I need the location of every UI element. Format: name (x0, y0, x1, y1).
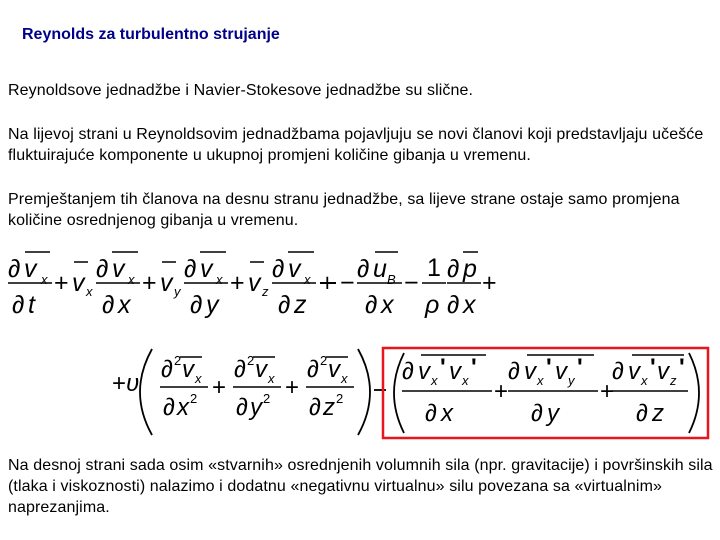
svg-text:∂: ∂ (163, 394, 175, 421)
svg-text:∂: ∂ (8, 255, 21, 283)
svg-text:∂: ∂ (357, 255, 370, 283)
svg-text:x: x (118, 291, 131, 319)
paragraph-3: Premještanjem tih članova na desnu stranu jednadžbe, sa lijeve strane ostaje samo promjena količine osrednjenog gibanja u vremenu. (8, 191, 680, 229)
svg-text:∂: ∂ (278, 291, 291, 319)
svg-text:x: x (537, 373, 544, 388)
svg-text:v: v (524, 358, 536, 385)
svg-text:v: v (449, 358, 461, 385)
svg-text:v: v (248, 269, 261, 297)
svg-text:2: 2 (336, 391, 344, 406)
term-vz-dvx-dz (248, 252, 316, 319)
svg-text:+: + (600, 378, 615, 405)
svg-text:t: t (28, 291, 35, 319)
svg-text:ρ: ρ (425, 291, 440, 319)
svg-text:z: z (323, 394, 335, 421)
svg-text:y: y (547, 400, 559, 427)
svg-text:2: 2 (247, 353, 255, 368)
svg-text:x: x (41, 272, 48, 287)
svg-text:∂: ∂ (96, 255, 109, 283)
svg-text:x: x (463, 291, 476, 319)
svg-text:': ' (546, 354, 552, 381)
svg-text:x: x (216, 272, 223, 287)
svg-text:x: x (462, 373, 469, 388)
svg-text:x: x (341, 371, 348, 386)
svg-text:v: v (72, 269, 85, 297)
svg-text:y: y (250, 394, 262, 421)
svg-text:': ' (471, 354, 477, 381)
svg-text:u: u (373, 255, 387, 283)
equation-line-1 (0, 246, 720, 326)
svg-text:x: x (86, 284, 93, 299)
svg-text:υ: υ (126, 370, 140, 397)
term-dp-dx (447, 252, 481, 319)
svg-text:B: B (387, 272, 396, 287)
svg-text:∂: ∂ (447, 255, 460, 283)
svg-text:∂: ∂ (161, 356, 173, 383)
svg-text:x: x (268, 371, 275, 386)
svg-text:∂: ∂ (307, 356, 319, 383)
equation-line-2 (0, 343, 720, 441)
svg-text:v: v (200, 255, 213, 283)
svg-text:v: v (418, 358, 430, 385)
svg-text:+: + (320, 269, 335, 297)
svg-text:v: v (628, 358, 640, 385)
svg-text:v: v (112, 255, 125, 283)
svg-text:1: 1 (427, 254, 441, 282)
term-dvx-dt (8, 252, 52, 319)
svg-text:z: z (670, 373, 677, 388)
svg-text:∂: ∂ (272, 255, 285, 283)
svg-text:v: v (24, 255, 37, 283)
svg-text:': ' (577, 354, 583, 381)
svg-text:y: y (206, 291, 219, 319)
paragraph-2: Na lijevoj strani u Reynoldsovim jednadžbama pojavljuju se novi članovi koji predstavljaju učešće fluktuirajuće komponente u ukupnoj promjeni količine gibanja u vremenu. (8, 126, 704, 164)
svg-text:∂: ∂ (612, 358, 624, 385)
svg-text:2: 2 (190, 391, 198, 406)
term-vy-dvx-dy (160, 252, 228, 319)
svg-text:v: v (182, 356, 194, 383)
paragraph-4: Na desnoj strani sada osim «stvarnih» osrednjenih volumnih sila (npr. gravitacije) i površinskih sila (tlaka i viskoznosti) nalazimo i dodatnu «negativnu virtualnu» silu povezana sa «virtualnim» naprezanjima. (8, 457, 713, 516)
term-vx-dvx-dx (72, 252, 140, 319)
svg-text:∂: ∂ (309, 394, 321, 421)
svg-text:x: x (177, 394, 189, 421)
svg-text:+: + (285, 374, 300, 401)
svg-text:+: + (112, 370, 127, 397)
svg-text:v: v (555, 358, 567, 385)
slide-title: Reynolds za turbulentno strujanje (22, 26, 280, 43)
svg-text:v: v (657, 358, 669, 385)
svg-text:x: x (641, 373, 648, 388)
term-dvxvz-dz (612, 354, 688, 427)
term-duB-dx (357, 252, 402, 319)
svg-text:v: v (288, 255, 301, 283)
svg-text:y: y (174, 284, 181, 299)
svg-text:v: v (328, 356, 340, 383)
svg-text:+: + (482, 269, 497, 297)
svg-text:∂: ∂ (12, 291, 25, 319)
svg-text:z: z (652, 400, 664, 427)
svg-text:∂: ∂ (447, 291, 460, 319)
term-d2vx-dz2 (306, 353, 354, 421)
svg-text:+: + (212, 374, 227, 401)
svg-text:x: x (128, 272, 135, 287)
paragraph-1: Reynoldsove jednadžbe i Navier-Stokesove jednadžbe su slične. (8, 82, 474, 99)
svg-text:x: x (441, 400, 453, 427)
svg-text:∂: ∂ (236, 394, 248, 421)
svg-text:x: x (195, 371, 202, 386)
svg-text:∂: ∂ (184, 255, 197, 283)
svg-text:∂: ∂ (102, 291, 115, 319)
svg-text:x: x (381, 291, 394, 319)
svg-text:z: z (294, 291, 307, 319)
svg-text:+: + (54, 269, 69, 297)
svg-text:+: + (494, 378, 509, 405)
svg-text:': ' (679, 354, 685, 381)
svg-text:∂: ∂ (365, 291, 378, 319)
term-d2vx-dx2 (160, 353, 208, 421)
term-one-over-rho (422, 254, 446, 319)
svg-text:v: v (160, 269, 173, 297)
svg-text:∂: ∂ (508, 358, 520, 385)
svg-text:y: y (568, 373, 575, 388)
svg-text:2: 2 (320, 353, 328, 368)
term-dvxvx-dx (402, 354, 492, 427)
svg-text:∂: ∂ (190, 291, 203, 319)
svg-text:−: − (340, 269, 355, 297)
svg-text:v: v (255, 356, 267, 383)
svg-text:x: x (304, 272, 311, 287)
svg-text:∂: ∂ (531, 400, 543, 427)
svg-text:+: + (230, 269, 245, 297)
term-dvxvy-dy (508, 354, 598, 427)
svg-text:': ' (440, 354, 446, 381)
term-d2vx-dy2 (233, 353, 281, 421)
svg-text:p: p (463, 255, 477, 283)
svg-text:2: 2 (174, 353, 182, 368)
svg-text:z: z (262, 284, 269, 299)
svg-text:∂: ∂ (636, 400, 648, 427)
svg-text:∂: ∂ (425, 400, 437, 427)
svg-text:∂: ∂ (402, 358, 414, 385)
svg-text:': ' (650, 354, 656, 381)
svg-text:2: 2 (263, 391, 271, 406)
svg-text:∂: ∂ (234, 356, 246, 383)
svg-text:x: x (431, 373, 438, 388)
svg-text:−: − (404, 269, 419, 297)
svg-text:+: + (142, 269, 157, 297)
